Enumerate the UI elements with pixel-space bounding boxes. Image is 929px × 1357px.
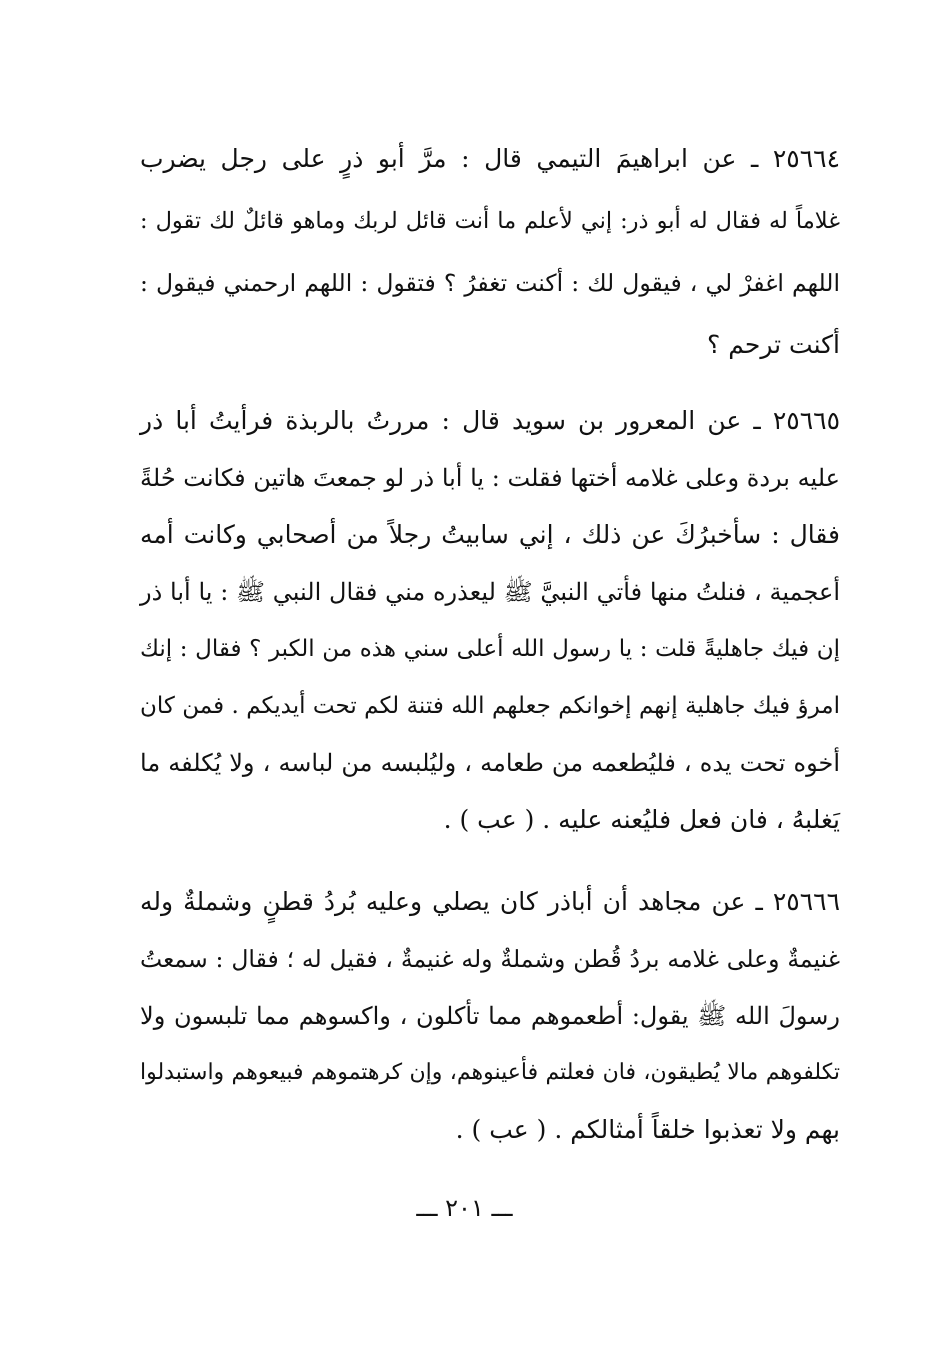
text-line: تكلفوهم مالا يُطيقون، فان فعلتم فأعينوهم، وإن كرهتموهم فبيعوهم واستبدلوا bbox=[140, 1060, 840, 1085]
text-line: عليه بردة وعلى غلامه أختها فقلت : يا أبا ذر لو جمعتَ هاتين فكانت حُلةً bbox=[140, 464, 840, 492]
text-line: ٢٥٦٦٦ ـ عن مجاهد أن أباذر كان يصلي وعليه بُردُ قطنٍ وشملةٌ وله bbox=[140, 887, 840, 916]
text-line: رسولَ الله ﷺ يقول: أطعموهم مما تأكلون ، واكسوهم مما تلبسون ولا bbox=[140, 1002, 840, 1030]
text-line: أخوه تحت يده ، فليُطعمه من طعامه ، وليُلبسه من لباسه ، ولا يُكلفه ما bbox=[140, 749, 840, 777]
text-line: فقال : سأخبرُكَ عن ذلك ، إني سابيتُ رجلاً من أصحابي وكانت أمه bbox=[140, 520, 840, 549]
text-line: أعجمية ، فنلتُ منها فأتي النبيَّ ﷺ ليعذره مني فقال النبي ﷺ : يا أبا ذر bbox=[140, 578, 840, 606]
text-line: اللهم اغفرْ لي ، فيقول لك : أكنت تغفرُ ؟ فتقول : اللهم ارحمني فيقول : bbox=[140, 269, 840, 297]
text-line: أكنت ترحم ؟ bbox=[707, 330, 840, 359]
text-line: غنيمةٌ وعلى غلامه بردُ قُطن وشملةٌ وله غنيمةٌ ، فقيل له ؛ فقال : سمعتُ bbox=[140, 945, 840, 973]
text-line: غلاماً له فقال له أبو ذر: إني لأعلم ما أنت قائل لربك وماهو قائلٌ لك تقول : bbox=[140, 208, 840, 234]
hadith-25666 bbox=[140, 880, 840, 1180]
text-line: بهم ولا تعذبوا خلقاً أمثالكم . ( عب ) . bbox=[455, 1115, 840, 1144]
text-line: امرؤ فيك جاهلية إنهم إخوانكم جعلهم الله فتنة لكم تحت أيديكم . فمن كان bbox=[140, 693, 840, 719]
hadith-25665 bbox=[140, 399, 840, 869]
text-line: ٢٥٦٦٤ ـ عن ابراهيمَ التيمي قال : مرَّ أبو ذرٍ على رجل يضرب bbox=[140, 144, 840, 173]
text-line: ٢٥٦٦٥ ـ عن المعرور بن سويد قال : مررتُ بالربذة فرأيتُ أبا ذر bbox=[140, 406, 840, 435]
text-line: إن فيك جاهليةً قلت : يا رسول الله أعلى سني هذه من الكبر ؟ فقال : إنك bbox=[140, 636, 840, 662]
page-number: ـــ ٢٠١ ـــ bbox=[416, 1194, 513, 1222]
hadith-25664 bbox=[140, 137, 840, 377]
text-line: يَغلبهُ ، فان فعل فليُعنه عليه . ( عب ) . bbox=[443, 805, 840, 834]
